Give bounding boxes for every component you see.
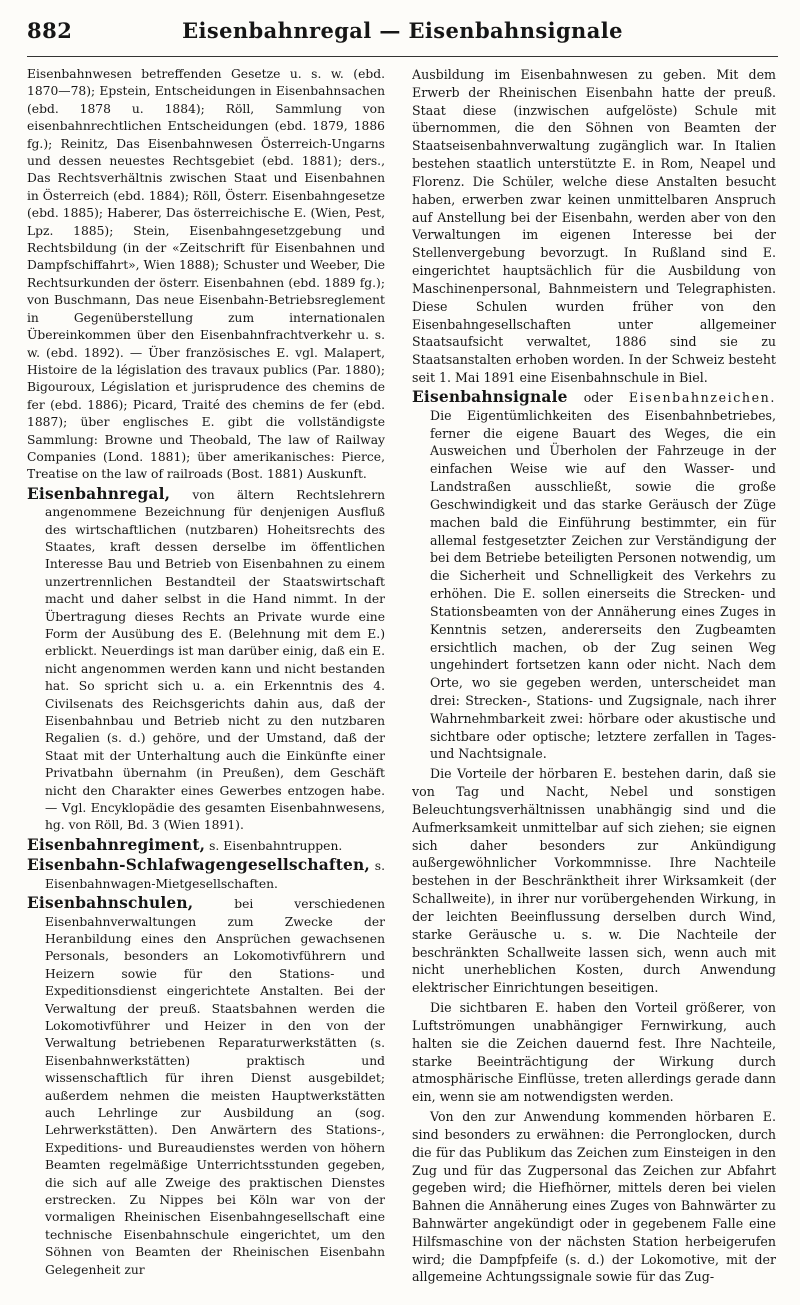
entry-eisenbahnregiment xyxy=(27,837,385,855)
paragraph-literature-continued: Eisenbahnwesen betreffenden Gesetze u. s. w. (ebd. 1870—78); Epstein, Entscheidungen in Eisenbahnsachen (ebd. 1878 u. 1884); Röll, Sammlung von eisenbahnrechtlichen Entscheidungen (ebd. 1879, 1886 fg.); Reinitz, Das Eisenbahnwesen Österreich-Ungarns und dessen neuestes Rechtsgebiet (ebd. 1881); ders., Das Rechtsverhältnis zwischen Staat und Eisenbahnen in Österreich (ebd. 1884); Röll, Österr. Eisenbahngesetze (ebd. 1885); Haberer, Das österreichische E. (Wien, Pest, Lpz. 1885); Stein, Eisenbahngesetzgebung und Rechtsbildung (in der «Zeitschrift für Eisenbahnen und Dampfschiffahrt», Wien 1888); Schuster und Weeber, Die Rechtsurkunden der österr. Eisenbahnen (ebd. 1889 fg.); von Buschmann, Das neue Eisenbahn-Betriebsreglement in Gegenüberstellung zum internationalen Übereinkommen über den Eisenbahnfrachtverkehr u. s. w. (ebd. 1892). — Über französisches E. vgl. Malapert, Histoire de la législation des travaux publics (Par. 1880); Bigouroux, Législation et jurisprudence des chemins de fer (ebd. 1886); Picard, Traité des chemins de fer (ebd. 1887); über englisches E. gibt die vollständigste Sammlung: Browne und Theobald, The law of Railway Companies (Lond. 1881); über amerikanisches: Pierce, Treatise on the law of railroads (Bost. 1881) Auskunft. xyxy=(27,67,385,482)
alternate-headword: Eisenbahnzeichen. xyxy=(628,389,776,405)
entry-text: von ältern Rechtslehrern angenommene Bezeichnung für denjenigen Ausfluß des wirtschaftlichen (nutzbaren) Hoheitsrechts des Staates, kraft dessen derselbe im öffentlichen Interesse Bau und Betrieb von Eisenbahnen zu einem unzertrennlichen Bestandteil der Staatswirtschaft macht und daher selbst in die Hand nimmt. In der Übertragung dieses Rechts an Private wurde eine Form der Ausübung des E. (Belehnung mit dem E.) erblickt. Neuerdings ist man darüber einig, daß ein E. nicht angenommen werden kann und nicht bestanden hat. So spricht sich u. a. ein Erkenntnis des 4. Civilsenats des Reichsgerichts dahin aus, daß der Eisenbahnbau und Betrieb nicht zu den nutzbaren Regalien (s. d.) gehöre, und der Umstand, daß der Staat mit der Unterhaltung auch die Einkünfte einer Privatbahn übernahm (in Preußen), dem Geschäft nicht den Charakter eines Gewerbes entzogen habe. — Vgl. Encyklopädie des gesamten Eisenbahnwesens, hg. von Röll, Bd. 3 (Wien 1891). xyxy=(45,487,385,833)
entry-text: s. Eisenbahntruppen. xyxy=(205,838,343,853)
headword: Eisenbahn-Schlafwagengesellschaften, xyxy=(27,856,370,875)
entry-schlafwagengesellschaften xyxy=(27,857,385,893)
entry-eisenbahnschulen xyxy=(27,895,385,1279)
entry-text: Die Eigentümlichkeiten des Eisenbahnbetriebes, ferner die eigene Bauart des Weges, die ein Ausweichen und Überholen der Fahrzeuge in der einfachen Weise wie auf den Wasser- und Landstraßen ausschließt, sowie die große Geschwindigkeit und das starke Geräusch der Züge machen bald die Einführung bestimmter, ein für allemal festgesetzter Zeichen zur Verständigung der bei dem Betriebe beteiligten Personen notwendig, um die Sicherheit und Schnelligkeit des Verkehrs zu erhöhen. Die E. sollen einerseits die Strecken- und Stationsbeamten von der Annäherung eines Zuges in Kenntnis setzen, andererseits den Zugbeamten ersichtlich machen, ob der Zug seinen Weg ungehindert fortsetzen kann oder nicht. Nach dem Orte, wo sie gegeben werden, unterscheidet man drei: Strecken-, Stations- und Zugsignale, nach ihrer Wahrnehmbarkeit zwei: hörbare oder akustische und sichtbare oder optische; letztere zerfallen in Tages- und Nachtsignale. xyxy=(430,407,776,762)
entry-eisenbahnsignale xyxy=(412,389,776,763)
paragraph-sichtbare-signale: Die sichtbaren E. haben den Vorteil größerer, von Luftströmungen unabhängiger Fernwirkung, auch halten sie die Zeichen dauernd fest. Ihre Nachteile, starke Beeinträchtigung der Wirkung durch atmosphärische Einflüsse, treten allerdings gerade dann ein, wenn sie am notwendigsten werden. xyxy=(412,1000,776,1105)
paragraph-eisenbahnschulen-continued: Ausbildung im Eisenbahnwesen zu geben. Mit dem Erwerb der Rheinischen Eisenbahn hatte der preuß. Staat diese (inzwischen aufgelöste) Schule mit übernommen, die den Söhnen von Beamten der Staatseisenbahnverwaltung zugänglich war. In Italien bestehen staatlich unterstützte E. in Rom, Neapel und Florenz. Die Schüler, welche diese Anstalten besucht haben, erwerben zwar keinen unmittelbaren Anspruch auf Anstellung bei der Eisenbahn, werden aber von den Verwaltungen im eigenen Interesse bei der Stellenvergebung bevorzugt. In Rußland sind E. eingerichtet hauptsächlich für die Ausbildung von Maschinenpersonal, Bahnmeistern und Telegraphisten. Diese Schulen wurden früher von den Eisenbahngesellschaften unter allgemeiner Staatsaufsicht verwaltet, 1886 sind sie zu Staatsanstalten erhoben worden. In der Schweiz besteht seit 1. Mai 1891 eine Eisenbahnschule in Biel. xyxy=(412,67,776,386)
page-header xyxy=(27,16,778,50)
entry-text: s. Eisenbahnwagen-Mietgesellschaften. xyxy=(45,859,385,891)
right-column xyxy=(412,66,776,1296)
paragraph-hoerbare-signale: Die Vorteile der hörbaren E. bestehen darin, daß sie von Tag und Nacht, Nebel und sonstigen Beleuchtungsverhältnissen unabhängig sind und die Aufmerksamkeit unmittelbar auf sich ziehen; sie eignen sich daher besonders zur Ankündigung außergewöhnlicher Vorkommnisse. Ihre Nachteile bestehen in der Beschränktheit ihrer Wirksamkeit (der Schallweite), in ihrer nur vorübergehenden Wirkung, in der leichten Beeinflussung derselben durch Wind, starke Geräusche u. s. w. Die Nachteile der beschränkten Schallweite lassen sich, wenn auch mit nicht unerheblichen Kosten, durch Anwendung elektrischer Einrichtungen beseitigen. xyxy=(412,766,776,996)
entry-text: bei verschiedenen Eisenbahnverwaltungen zum Zwecke der Heranbildung eines den Ansprüchen gewachsenen Personals, besonders an Lokomotivführern und Heizern sowie für den Stations- und Expeditionsdienst eingerichtete Anstalten. Bei der Verwaltung der preuß. Staatsbahnen werden die Lokomotivführer und Heizer in den von der Verwaltung betriebenen Reparaturwerkstätten (s. Eisenbahnwerkstätten) praktisch und wissenschaftlich für ihren Dienst ausgebildet; außerdem nehmen die meisten Hauptwerkstätten auch Lehrlinge zur Ausbildung an (sog. Lehrwerkstätten). Den Anwärtern des Stations-, Expeditions- und Bureaudienstes werden von höhern Beamten regelmäßige Unterrichtsstunden gegeben, die sich auf alle Zweige des praktischen Dienstes erstrecken. Zu Nippes bei Köln war von der vormaligen Rheinischen Eisenbahngesellschaft eine technische Eisenbahnschule eingerichtet, um den Söhnen von Beamten der Rheinischen Eisenbahn Gelegenheit zur xyxy=(45,897,385,1277)
entry-eisenbahnregal xyxy=(27,486,385,835)
entry-connector: oder xyxy=(567,389,629,405)
page-number: 882 xyxy=(27,18,73,43)
header-rule xyxy=(27,56,778,57)
headword: Eisenbahnregal, xyxy=(27,484,171,503)
running-title: Eisenbahnregal — Eisenbahnsignale xyxy=(182,18,623,43)
left-column xyxy=(27,66,385,1296)
headword: Eisenbahnregiment, xyxy=(27,835,206,854)
headword: Eisenbahnschulen, xyxy=(27,894,194,913)
headword: Eisenbahnsignale xyxy=(412,387,568,406)
paragraph-anwendung: Von den zur Anwendung kommenden hörbaren E. sind besonders zu erwähnen: die Perronglocken, durch die für das Publikum das Zeichen zum Einsteigen in den Zug und für das Zugpersonal das Zeichen zur Abfahrt gegeben wird; die Hiefhörner, mittels deren bei vielen Bahnen die Annäherung eines Zuges von Bahnwärter zu Bahnwärter angekündigt oder in gegebenem Falle eine Hilfsmaschine von der nächsten Station herbeigerufen wird; die Dampfpfeife (s. d.) der Lokomotive, mit der allgemeine Achtungssignale sowie für das Zug- xyxy=(412,1109,776,1285)
